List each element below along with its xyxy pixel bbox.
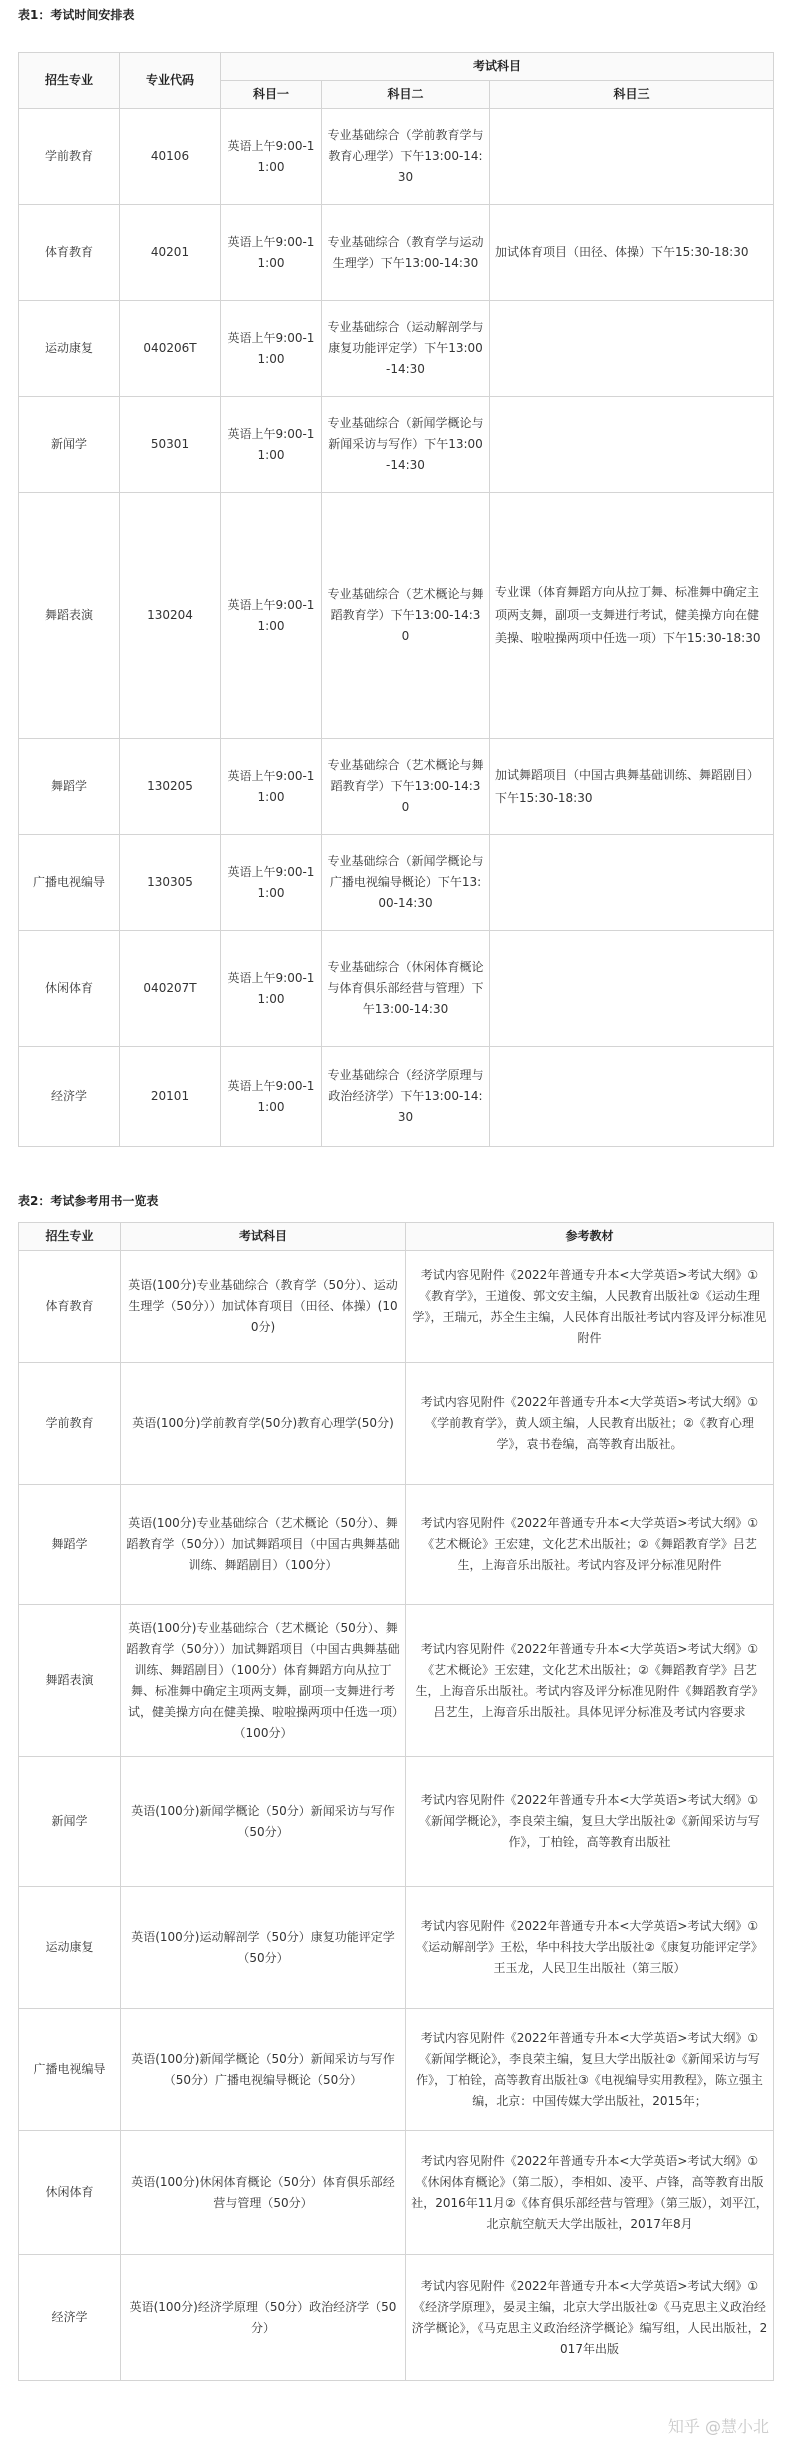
books-cell: 考试内容见附件《2022年普通专升本<大学英语>考试大纲》①《新闻学概论》，李良荣主编，复旦大学出版社②《新闻采访与写作》，丁柏铨，高等教育出版社③《电视编导实用教程》，陈立强主编，北京：中国传媒大学出版社，2015年； <box>406 2009 774 2131</box>
subject3-cell <box>490 835 774 931</box>
table1-caption: 表1：考试时间安排表 <box>18 8 135 22</box>
table-row <box>19 1047 774 1147</box>
subject1-cell: 英语上午9:00-11:00 <box>221 205 322 301</box>
table2-caption: 表2：考试参考用书一览表 <box>18 1194 159 1208</box>
subjects-cell: 英语(100分)新闻学概论（50分）新闻采访与写作（50分）广播电视编导概论（50分） <box>121 2009 406 2131</box>
subject3-cell <box>490 109 774 205</box>
books-cell: 考试内容见附件《2022年普通专升本<大学英语>考试大纲》①《学前教育学》，黄人颂主编，人民教育出版社；②《教育心理学》，袁书卷编，高等教育出版社。 <box>406 1363 774 1485</box>
major-cell: 广播电视编导 <box>19 2009 121 2131</box>
subject2-cell: 专业基础综合（学前教育学与教育心理学）下午13:00-14:30 <box>322 109 490 205</box>
subjects-cell: 英语(100分)专业基础综合（艺术概论（50分）、舞蹈教育学（50分））加试舞蹈项目（中国古典舞基础训练、舞蹈剧目）（100分） <box>121 1485 406 1605</box>
exam-schedule-table <box>18 52 774 1147</box>
table-row <box>19 1605 774 1757</box>
table-row <box>19 1757 774 1887</box>
subject3-cell <box>490 931 774 1047</box>
table-row <box>19 1363 774 1485</box>
books-cell: 考试内容见附件《2022年普通专升本<大学英语>考试大纲》①《教育学》，王道俊、郭文安主编，人民教育出版社②《运动生理学》，王瑞元，苏全生主编，人民体育出版社考试内容及评分标准见附件 <box>406 1251 774 1363</box>
books-cell: 考试内容见附件《2022年普通专升本<大学英语>考试大纲》①《新闻学概论》，李良荣主编，复旦大学出版社②《新闻采访与写作》，丁柏铨，高等教育出版社 <box>406 1757 774 1887</box>
books-cell: 考试内容见附件《2022年普通专升本<大学英语>考试大纲》①《休闲体育概论》（第二版），李相如、凌平、卢锋，高等教育出版社，2016年11月②《体育俱乐部经营与管理》（第三版），刘平江，北京航空航天大学出版社，2017年8月 <box>406 2131 774 2255</box>
header-books: 参考教材 <box>406 1223 774 1251</box>
code-cell: 40106 <box>120 109 221 205</box>
major-cell: 学前教育 <box>19 1363 121 1485</box>
subject3-cell <box>490 397 774 493</box>
table-row <box>19 835 774 931</box>
header-subject2: 科目二 <box>322 81 490 109</box>
major-cell: 舞蹈学 <box>19 1485 121 1605</box>
subject1-cell: 英语上午9:00-11:00 <box>221 397 322 493</box>
table-row <box>19 1485 774 1605</box>
table-row <box>19 1251 774 1363</box>
books-cell: 考试内容见附件《2022年普通专升本<大学英语>考试大纲》①《经济学原理》，晏灵主编，北京大学出版社②《马克思主义政治经济学概论》，《马克思主义政治经济学概论》编写组，人民出版社，2017年出版 <box>406 2255 774 2381</box>
major-cell: 体育教育 <box>19 1251 121 1363</box>
table-row <box>19 931 774 1047</box>
reference-books-table <box>18 1222 774 2381</box>
header-subjects-group: 考试科目 <box>221 53 774 81</box>
major-cell: 运动康复 <box>19 301 120 397</box>
header-subjects: 考试科目 <box>121 1223 406 1251</box>
code-cell: 040207T <box>120 931 221 1047</box>
subject1-cell: 英语上午9:00-11:00 <box>221 109 322 205</box>
table-row <box>19 1887 774 2009</box>
code-cell: 130205 <box>120 739 221 835</box>
subjects-cell: 英语(100分)运动解剖学（50分）康复功能评定学（50分） <box>121 1887 406 2009</box>
subjects-cell: 英语(100分)学前教育学(50分)教育心理学(50分) <box>121 1363 406 1485</box>
subject1-cell: 英语上午9:00-11:00 <box>221 493 322 739</box>
major-cell: 广播电视编导 <box>19 835 120 931</box>
subject2-cell: 专业基础综合（休闲体育概论与体育俱乐部经营与管理）下午13:00-14:30 <box>322 931 490 1047</box>
subject1-cell: 英语上午9:00-11:00 <box>221 835 322 931</box>
code-cell: 040206T <box>120 301 221 397</box>
header-subject1: 科目一 <box>221 81 322 109</box>
header-subject3: 科目三 <box>490 81 774 109</box>
major-cell: 体育教育 <box>19 205 120 301</box>
major-cell: 休闲体育 <box>19 2131 121 2255</box>
books-cell: 考试内容见附件《2022年普通专升本<大学英语>考试大纲》①《艺术概论》王宏建，文化艺术出版社；②《舞蹈教育学》吕艺生，上海音乐出版社。考试内容及评分标准见附件 <box>406 1485 774 1605</box>
table-row <box>19 2131 774 2255</box>
subject3-cell <box>490 1047 774 1147</box>
books-cell: 考试内容见附件《2022年普通专升本<大学英语>考试大纲》①《运动解剖学》王松，华中科技大学出版社②《康复功能评定学》王玉龙，人民卫生出版社（第三版） <box>406 1887 774 2009</box>
table-row <box>19 493 774 739</box>
subject2-cell: 专业基础综合（教育学与运动生理学）下午13:00-14:30 <box>322 205 490 301</box>
table-row <box>19 739 774 835</box>
major-cell: 舞蹈表演 <box>19 493 120 739</box>
major-cell: 休闲体育 <box>19 931 120 1047</box>
subject3-cell: 加试体育项目（田径、体操）下午15:30-18:30 <box>490 205 774 301</box>
major-cell: 新闻学 <box>19 1757 121 1887</box>
table-row <box>19 397 774 493</box>
subject2-cell: 专业基础综合（经济学原理与政治经济学）下午13:00-14:30 <box>322 1047 490 1147</box>
subject3-cell: 专业课（体育舞蹈方向从拉丁舞、标准舞中确定主项两支舞，副项一支舞进行考试，健美操方向在健美操、啦啦操两项中任选一项）下午15:30-18:30 <box>490 493 774 739</box>
subjects-cell: 英语(100分)休闲体育概论（50分）体育俱乐部经营与管理（50分） <box>121 2131 406 2255</box>
subject2-cell: 专业基础综合（艺术概论与舞蹈教育学）下午13:00-14:30 <box>322 493 490 739</box>
subject1-cell: 英语上午9:00-11:00 <box>221 1047 322 1147</box>
major-cell: 新闻学 <box>19 397 120 493</box>
books-cell: 考试内容见附件《2022年普通专升本<大学英语>考试大纲》①《艺术概论》王宏建，文化艺术出版社；②《舞蹈教育学》吕艺生，上海音乐出版社。考试内容及评分标准见附件《舞蹈教育学》吕艺生，上海音乐出版社。具体见评分标准及考试内容要求 <box>406 1605 774 1757</box>
table-row <box>19 205 774 301</box>
major-cell: 学前教育 <box>19 109 120 205</box>
subjects-cell: 英语(100分)专业基础综合（艺术概论（50分）、舞蹈教育学（50分））加试舞蹈项目（中国古典舞基础训练、舞蹈剧目）（100分）体育舞蹈方向从拉丁舞、标准舞中确定主项两支舞，副项一支舞进行考试，健美操方向在健美操、啦啦操两项中任选一项）（100分） <box>121 1605 406 1757</box>
subject3-cell: 加试舞蹈项目（中国古典舞基础训练、舞蹈剧目）下午15:30-18:30 <box>490 739 774 835</box>
subject1-cell: 英语上午9:00-11:00 <box>221 301 322 397</box>
code-cell: 130204 <box>120 493 221 739</box>
watermark: 知乎 @慧小北 <box>667 2417 769 2436</box>
subject2-cell: 专业基础综合（艺术概论与舞蹈教育学）下午13:00-14:30 <box>322 739 490 835</box>
major-cell: 经济学 <box>19 2255 121 2381</box>
major-cell: 经济学 <box>19 1047 120 1147</box>
subject2-cell: 专业基础综合（新闻学概论与新闻采访与写作）下午13:00-14:30 <box>322 397 490 493</box>
table-row <box>19 109 774 205</box>
subject1-cell: 英语上午9:00-11:00 <box>221 739 322 835</box>
subject2-cell: 专业基础综合（新闻学概论与广播电视编导概论）下午13:00-14:30 <box>322 835 490 931</box>
subjects-cell: 英语(100分)专业基础综合（教育学（50分）、运动生理学（50分））加试体育项目（田径、体操）(100分) <box>121 1251 406 1363</box>
major-cell: 舞蹈表演 <box>19 1605 121 1757</box>
major-cell: 运动康复 <box>19 1887 121 2009</box>
subject3-cell <box>490 301 774 397</box>
subject1-cell: 英语上午9:00-11:00 <box>221 931 322 1047</box>
major-cell: 舞蹈学 <box>19 739 120 835</box>
table-row <box>19 2009 774 2131</box>
header-code: 专业代码 <box>120 53 221 109</box>
table-row <box>19 2255 774 2381</box>
code-cell: 20101 <box>120 1047 221 1147</box>
code-cell: 130305 <box>120 835 221 931</box>
subjects-cell: 英语(100分)新闻学概论（50分）新闻采访与写作（50分） <box>121 1757 406 1887</box>
subjects-cell: 英语(100分)经济学原理（50分）政治经济学（50分） <box>121 2255 406 2381</box>
header-major: 招生专业 <box>19 1223 121 1251</box>
header-major: 招生专业 <box>19 53 120 109</box>
table-row <box>19 301 774 397</box>
code-cell: 50301 <box>120 397 221 493</box>
subject2-cell: 专业基础综合（运动解剖学与康复功能评定学）下午13:00-14:30 <box>322 301 490 397</box>
code-cell: 40201 <box>120 205 221 301</box>
